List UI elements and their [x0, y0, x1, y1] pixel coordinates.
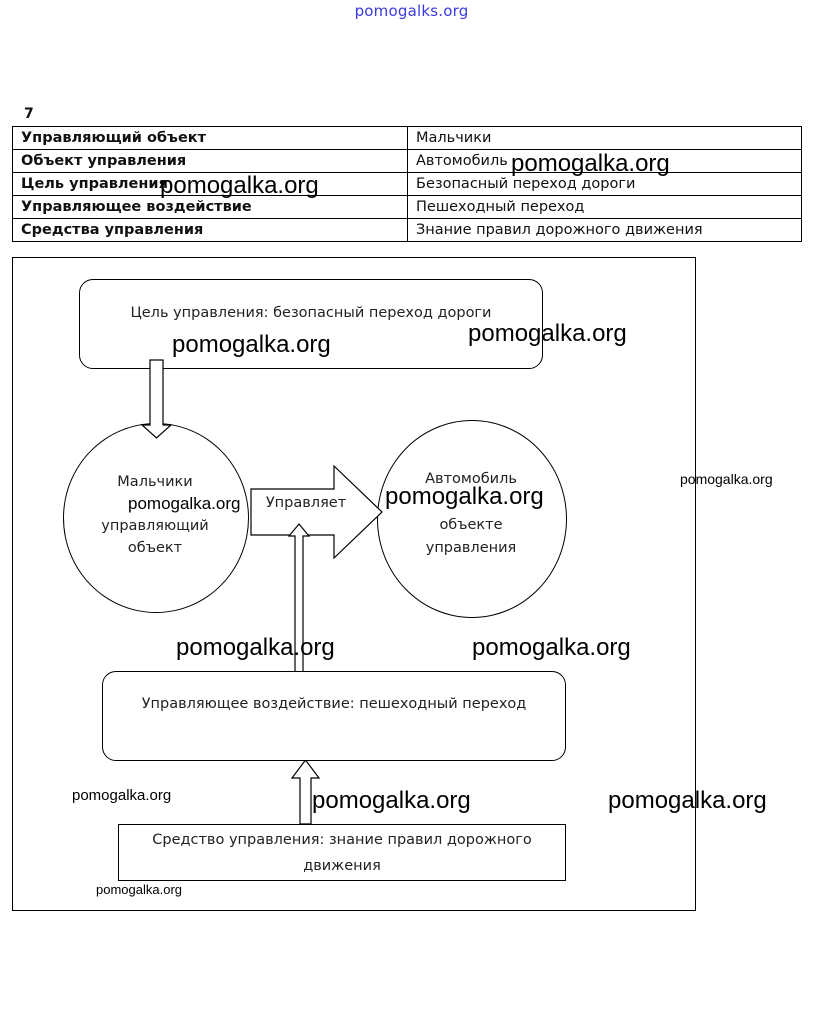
table-value: Мальчики — [408, 127, 802, 150]
left-circle-line1: Мальчики — [117, 474, 193, 490]
watermark: pomogalka.org — [511, 150, 670, 177]
watermark: pomogalka.org — [96, 882, 182, 897]
means-line1: Средство управления: знание правил дорожного — [152, 831, 532, 848]
means-line2: движения — [303, 857, 381, 874]
watermark: pomogalka.org — [312, 787, 471, 814]
watermark: pomogalka.org — [176, 634, 335, 661]
table-key: Средства управления — [13, 219, 408, 242]
watermark: pomogalka.org — [72, 787, 172, 804]
task-number: 7 — [24, 106, 34, 122]
left-circle-line2: управляющий — [101, 518, 209, 534]
table-key: Управляющий объект — [13, 127, 408, 150]
watermark: pomogalka.org — [608, 787, 767, 814]
watermark: pomogalka.org — [128, 494, 241, 513]
table-value: Пешеходный переход — [408, 196, 802, 219]
right-circle-line2: объекте — [439, 517, 503, 533]
site-header[interactable]: pomogalks.org — [354, 2, 469, 20]
table-key: Объект управления — [13, 150, 408, 173]
action-text: Управляющее воздействие: пешеходный переход — [141, 696, 527, 712]
left-circle-label — [63, 471, 247, 559]
watermark: pomogalka.org — [680, 471, 773, 487]
right-circle-line1: Автомобиль — [425, 471, 517, 487]
left-circle-line3: объект — [127, 540, 183, 556]
right-arrow-icon — [251, 466, 382, 558]
watermark: pomogalka.org — [172, 331, 331, 358]
goal-text: Цель управления: безопасный переход дороги — [130, 305, 492, 321]
table-key: Управляющее воздействие — [13, 196, 408, 219]
down-arrow-icon — [142, 360, 171, 438]
right-circle-line3: управления — [425, 540, 517, 556]
means-box — [118, 824, 566, 881]
table-value: Безопасный переход дороги — [408, 173, 802, 196]
table-value: Знание правил дорожного движения — [408, 219, 802, 242]
table-value: Автомобиль — [408, 150, 802, 173]
watermark: pomogalka.org — [160, 172, 319, 199]
right-circle-label — [377, 468, 565, 560]
watermark: pomogalka.org — [385, 483, 544, 510]
watermark: pomogalka.org — [468, 320, 627, 347]
action-box — [102, 671, 566, 761]
watermark: pomogalka.org — [472, 634, 631, 661]
table-key: Цель управления — [13, 173, 408, 196]
arrow-label: Управляет — [265, 495, 347, 511]
